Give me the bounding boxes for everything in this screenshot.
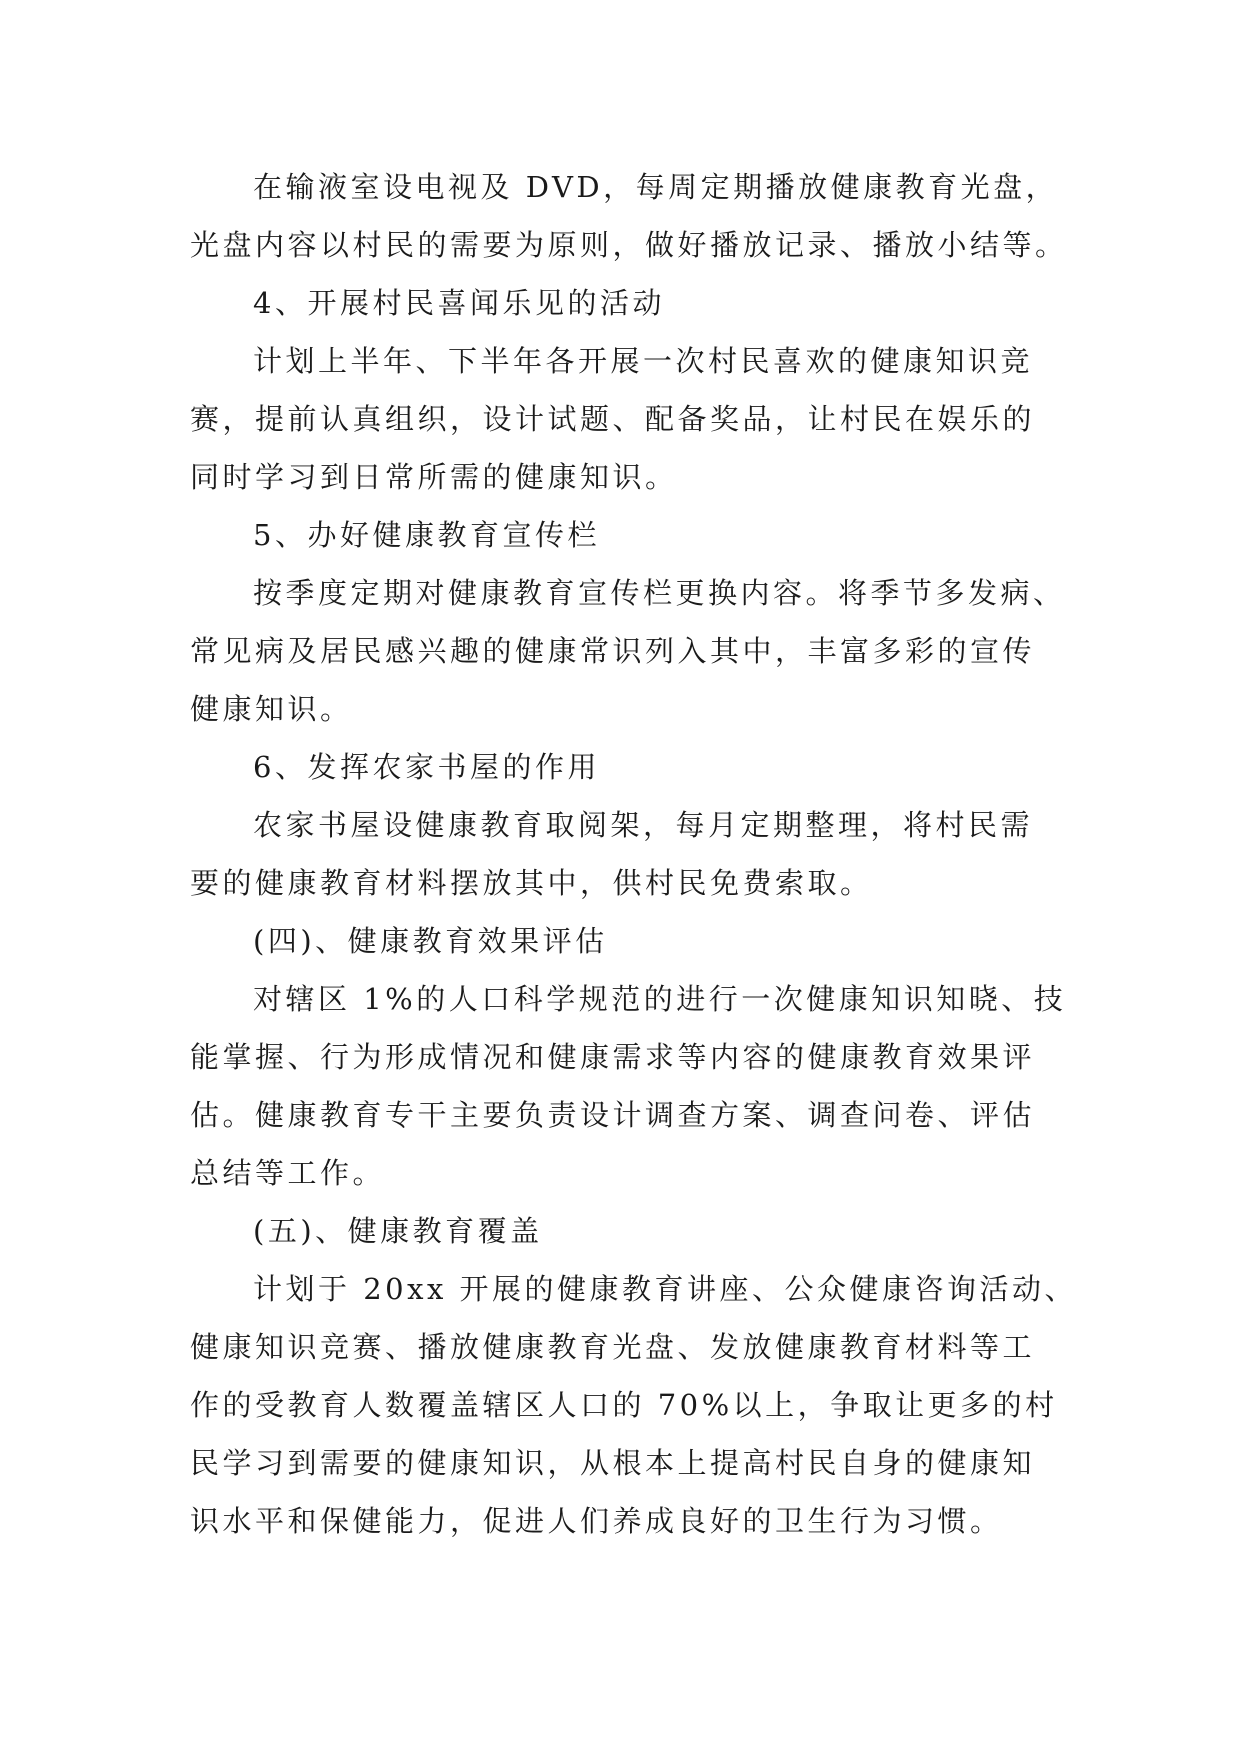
section-heading: (四)、健康教育效果评估: [253, 924, 608, 958]
paragraph-line: 健康知识竞赛、播放健康教育光盘、发放健康教育材料等工: [190, 1330, 1036, 1364]
paragraph-line: 能掌握、行为形成情况和健康需求等内容的健康教育效果评: [190, 1040, 1036, 1074]
paragraph-line: 赛，提前认真组织，设计试题、配备奖品，让村民在娱乐的: [190, 402, 1036, 436]
paragraph-line: 计划上半年、下半年各开展一次村民喜欢的健康知识竞: [253, 344, 1034, 378]
paragraph-line: 农家书屋设健康教育取阅架，每月定期整理，将村民需: [253, 808, 1034, 842]
paragraph-line: 对辖区 1%的人口科学规范的进行一次健康知识知晓、技: [253, 982, 1067, 1016]
section-heading: 5、办好健康教育宣传栏: [253, 518, 600, 552]
paragraph-line: 作的受教育人数覆盖辖区人口的 70%以上，争取让更多的村: [190, 1388, 1058, 1422]
section-heading: 4、开展村民喜闻乐见的活动: [253, 286, 665, 320]
paragraph-line: 在输液室设电视及 DVD，每周定期播放健康教育光盘，: [253, 170, 1059, 204]
paragraph-line: 识水平和保健能力，促进人们养成良好的卫生行为习惯。: [190, 1504, 1003, 1538]
paragraph-line: 同时学习到日常所需的健康知识。: [190, 460, 678, 494]
paragraph-line: 计划于 20xx 开展的健康教育讲座、公众健康咨询活动、: [253, 1272, 1078, 1306]
paragraph-line: 按季度定期对健康教育宣传栏更换内容。将季节多发病、: [253, 576, 1066, 610]
paragraph-line: 民学习到需要的健康知识，从根本上提高村民自身的健康知: [190, 1446, 1036, 1480]
section-heading: (五)、健康教育覆盖: [253, 1214, 543, 1248]
paragraph-line: 要的健康教育材料摆放其中，供村民免费索取。: [190, 866, 873, 900]
paragraph-line: 光盘内容以村民的需要为原则，做好播放记录、播放小结等。: [190, 228, 1068, 262]
paragraph-line: 总结等工作。: [190, 1156, 386, 1190]
paragraph-line: 估。健康教育专干主要负责设计调查方案、调查问卷、评估: [190, 1098, 1036, 1132]
document-body: [190, 158, 1078, 1550]
section-heading: 6、发挥农家书屋的作用: [253, 750, 600, 784]
paragraph-line: 常见病及居民感兴趣的健康常识列入其中，丰富多彩的宣传: [190, 634, 1036, 668]
paragraph-line: 健康知识。: [190, 692, 353, 726]
